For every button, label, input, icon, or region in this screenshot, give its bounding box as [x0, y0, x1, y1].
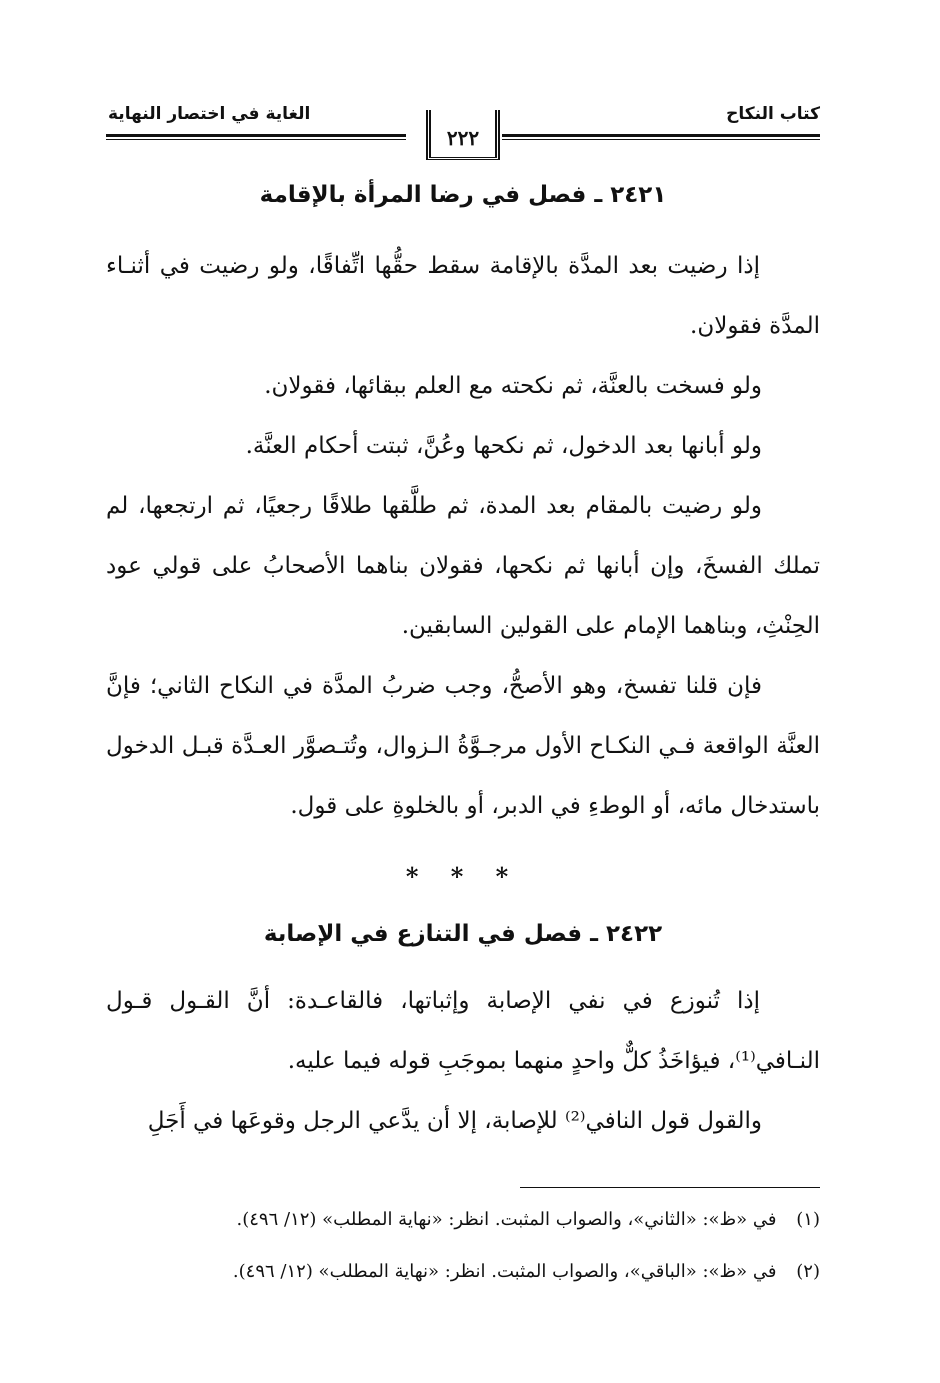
footnote-text: في «ظ»: «الباقي»، والصواب المثبت. انظر: «نهاية المطلب» (١٢/ ٤٩٦).: [232, 1261, 777, 1282]
book-title: كتاب النكاح: [726, 104, 820, 124]
footnote-text: في «ظ»: «الثاني»، والصواب المثبت. انظر: «نهاية المطلب» (١٢/ ٤٩٦).: [236, 1209, 777, 1230]
footnote-separator: [520, 1187, 820, 1188]
paragraph: إذا رضيت بعد المدَّة بالإقامة سقط حقُّها اتِّفاقًا، ولو رضيت في أثنـاء المدَّة فقولان.: [106, 253, 820, 339]
footnotes: [106, 1205, 820, 1309]
footnote: [106, 1205, 820, 1235]
page-number: ٢٢٢: [446, 126, 480, 150]
main-text: [106, 172, 820, 1151]
paragraph: فإن قلنا تفسخ، وهو الأصحُّ، وجب ضربُ المدَّة في النكاح الثاني؛ فإنَّ العنَّة الواقعة فـي النكـاح الأول مرجـوَّةُ الـزوال، وتُتـصوَّر العـدَّة قبـل الدخول باستدخال مائه، أو الوطءِ في الدبر، أو بالخلوةِ على قول.: [106, 673, 820, 819]
paragraph: ولو رضيت بالمقام بعد المدة، ثم طلَّقها طلاقًا رجعيًا، ثم ارتجعها، لم تملك الفسخَ، وإن أبانها ثم نكحها، فقولان بناهما الأصحابُ على قولي عود الحِنْثِ، وبناهما الإمام على القولين السابقين.: [106, 493, 820, 639]
footnote-number: (٢): [796, 1261, 820, 1282]
paragraph: إذا تُنوزع في نفي الإصابة وإثباتها، فالقاعـدة: أنَّ القـول قـول النـافي⁽¹⁾، فيؤاخَذُ كلٌّ واحدٍ منهما بموجَبِ قوله فيما عليه.: [106, 988, 820, 1074]
header-rule-left: [106, 134, 406, 140]
section-title: ٢٤٢١ ـ فصل في رضا المرأة بالإقامة: [259, 182, 667, 208]
header-rule-right: [502, 134, 820, 140]
work-title: الغاية في اختصار النهاية: [108, 104, 311, 124]
running-header: [106, 100, 820, 170]
paragraph: ولو أبانها بعد الدخول، ثم نكحها وعُنَّ، ثبتت أحكام العنَّة.: [245, 433, 762, 459]
section-title: ٢٤٢٢ ـ فصل في التنازع في الإصابة: [263, 921, 663, 947]
paragraph: والقول قول النافي⁽²⁾ للإصابة، إلا أن يدَّعي الرجل وقوعَها في أَجَلِ: [147, 1108, 762, 1134]
footnote: [106, 1257, 820, 1287]
section-separator: * * *: [405, 862, 521, 891]
footnote-number: (١): [796, 1209, 820, 1230]
paragraph: ولو فسخت بالعنَّة، ثم نكحته مع العلم ببقائها، فقولان.: [264, 373, 762, 399]
page-number-frame: [426, 110, 500, 160]
